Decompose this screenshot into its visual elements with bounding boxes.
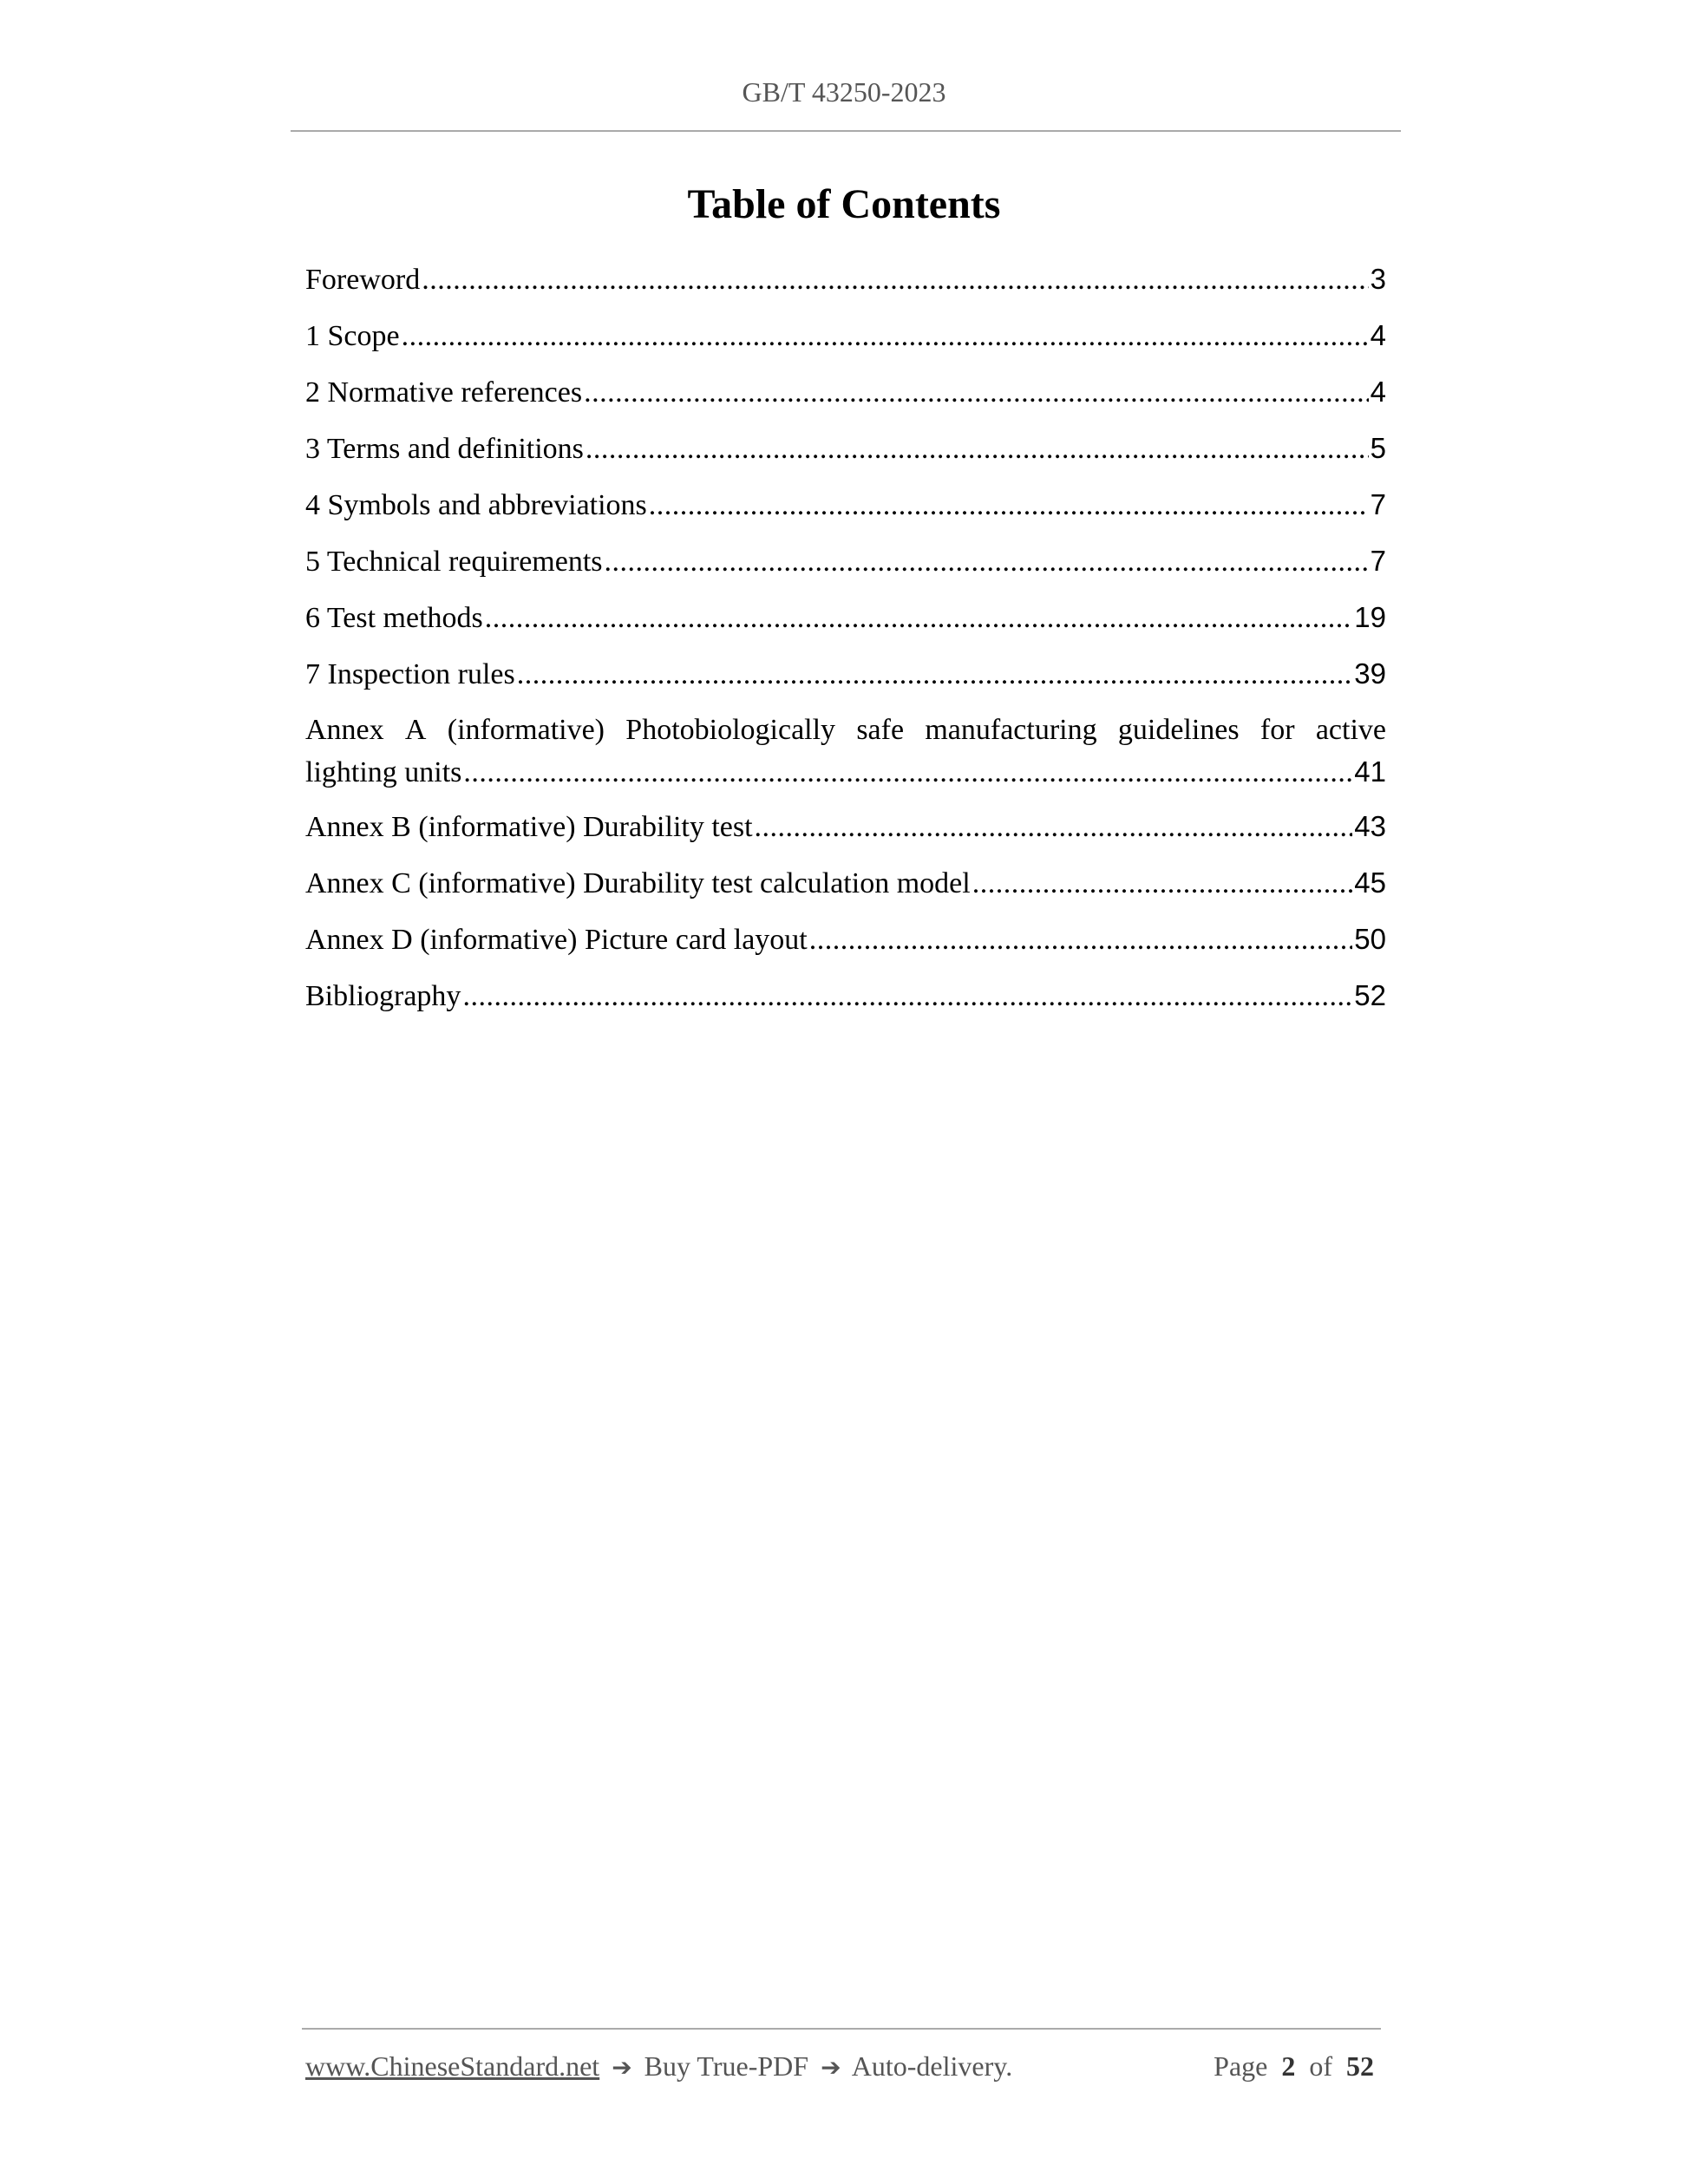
arrow-right-icon: ➔: [821, 2053, 841, 2082]
page-footer: [305, 2050, 1377, 2089]
toc-dot-leader: [605, 541, 1369, 583]
toc-title: Table of Contents: [687, 181, 1001, 227]
toc-entry-page: 50: [1354, 923, 1386, 955]
toc-dot-leader: [402, 316, 1369, 357]
of-label: of: [1309, 2050, 1332, 2082]
toc-entry-bibliography[interactable]: [305, 975, 1386, 1031]
toc-entry-label: 7 Inspection rules: [305, 658, 515, 690]
toc-dot-leader: [485, 598, 1353, 639]
toc-entry-word: manufacturing: [925, 714, 1097, 746]
toc-entry-label-line2: lighting units: [305, 756, 462, 788]
toc-dot-leader: [462, 976, 1352, 1017]
toc-list: [305, 258, 1386, 1031]
toc-entry-page: 43: [1354, 810, 1386, 842]
toc-entry-page: 7: [1370, 545, 1386, 577]
auto-delivery-text: Auto-delivery.: [851, 2050, 1013, 2082]
toc-dot-leader: [463, 752, 1352, 794]
toc-entry-terms-definitions[interactable]: [305, 428, 1386, 484]
site-link[interactable]: www.ChineseStandard.net: [305, 2050, 600, 2082]
toc-entry-page: 5: [1370, 432, 1386, 464]
toc-entry-word: safe: [856, 714, 905, 746]
toc-dot-leader: [586, 428, 1369, 470]
header-divider: [291, 130, 1401, 132]
toc-entry-page: 4: [1370, 376, 1386, 408]
toc-entry-normative-references[interactable]: [305, 371, 1386, 428]
toc-entry-label: 4 Symbols and abbreviations: [305, 489, 647, 521]
toc-entry-label: 5 Technical requirements: [305, 546, 603, 578]
toc-entry-label: 1 Scope: [305, 320, 400, 352]
toc-entry-technical-requirements[interactable]: [305, 540, 1386, 597]
toc-entry-annex-a[interactable]: [305, 709, 1386, 806]
toc-entry-page: 41: [1354, 755, 1386, 788]
toc-entry-word: A: [404, 714, 427, 746]
toc-entry-label: Annex B (informative) Durability test: [305, 811, 753, 843]
buy-true-pdf-text: Buy True-PDF: [644, 2050, 809, 2082]
toc-dot-leader: [755, 807, 1353, 848]
toc-entry-foreword[interactable]: [305, 258, 1386, 315]
toc-entry-word: Annex: [305, 714, 384, 746]
toc-entry-inspection-rules[interactable]: [305, 653, 1386, 709]
toc-entry-label: 2 Normative references: [305, 376, 583, 409]
page-counter: [1210, 2050, 1377, 2083]
toc-entry-word: active: [1315, 714, 1386, 746]
toc-entry-label: Foreword: [305, 264, 421, 296]
toc-entry-word: guidelines: [1117, 714, 1240, 746]
toc-dot-leader: [972, 863, 1353, 905]
toc-dot-leader: [649, 485, 1369, 526]
toc-entry-word: for: [1259, 714, 1295, 746]
toc-entry-page: 3: [1370, 263, 1386, 295]
toc-entry-annex-c[interactable]: [305, 862, 1386, 919]
toc-entry-word: Photobiologically: [625, 714, 836, 746]
current-page-number: 2: [1281, 2050, 1296, 2082]
footer-divider: [302, 2028, 1381, 2030]
page-label: Page: [1214, 2050, 1268, 2082]
arrow-right-icon: ➔: [612, 2053, 632, 2082]
toc-entry-scope[interactable]: [305, 315, 1386, 371]
toc-dot-leader: [584, 372, 1369, 414]
toc-entry-test-methods[interactable]: [305, 597, 1386, 653]
total-pages-number: 52: [1346, 2050, 1374, 2082]
toc-entry-page: 4: [1370, 319, 1386, 351]
toc-entry-word: (informative): [447, 714, 605, 746]
toc-dot-leader: [809, 919, 1353, 961]
toc-entry-label: 3 Terms and definitions: [305, 433, 584, 465]
toc-entry-annex-b[interactable]: [305, 806, 1386, 862]
toc-entry-page: 7: [1370, 488, 1386, 520]
document-code-header: GB/T 43250-2023: [742, 76, 946, 108]
toc-entry-page: 45: [1354, 866, 1386, 899]
toc-entry-label: Annex D (informative) Picture card layout: [305, 924, 808, 956]
toc-entry-annex-d[interactable]: [305, 919, 1386, 975]
toc-dot-leader: [422, 259, 1368, 301]
toc-entry-page: 52: [1354, 979, 1386, 1011]
footer-promo: [305, 2050, 1012, 2083]
toc-entry-symbols-abbreviations[interactable]: [305, 484, 1386, 540]
toc-entry-page: 39: [1354, 657, 1386, 690]
toc-entry-label: 6 Test methods: [305, 602, 483, 634]
toc-dot-leader: [517, 654, 1353, 696]
toc-entry-label: Bibliography: [305, 980, 461, 1012]
toc-entry-label-line1: [305, 709, 1386, 751]
toc-entry-page: 19: [1354, 601, 1386, 633]
toc-entry-label: Annex C (informative) Durability test calculation model: [305, 867, 971, 899]
